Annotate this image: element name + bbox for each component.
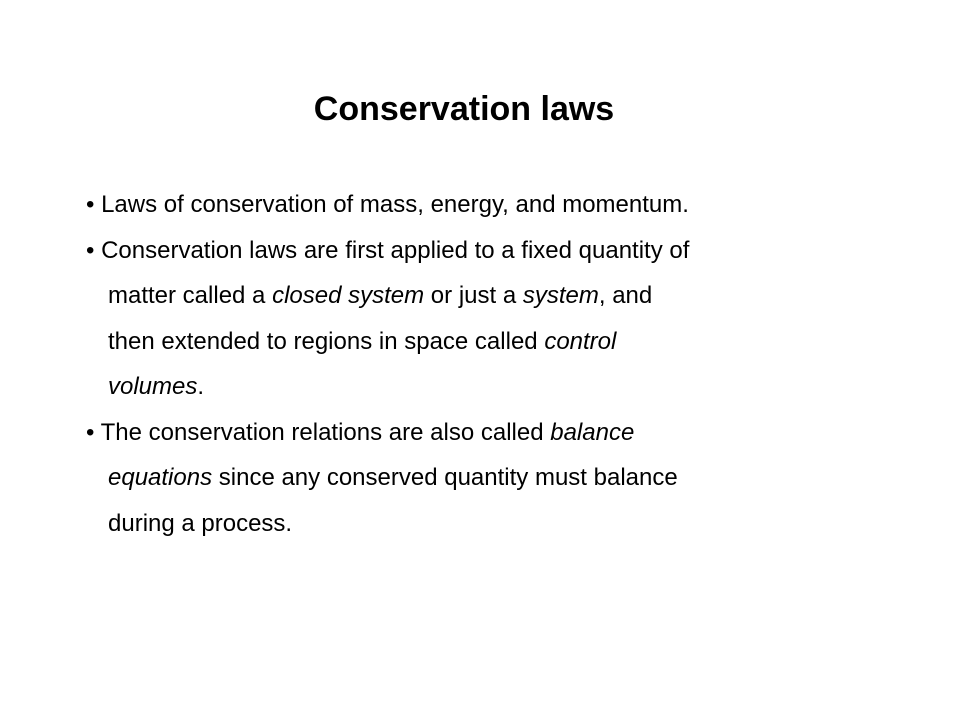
bullet-line — [86, 319, 886, 365]
text-run-italic: closed system — [272, 282, 425, 309]
text-run: . — [197, 373, 205, 400]
bullet-marker: • — [86, 236, 95, 264]
text-run: matter called a — [108, 282, 273, 309]
bullet-marker: • — [86, 191, 95, 218]
bullet-item — [86, 228, 886, 410]
text-run-italic: system — [522, 282, 599, 309]
bullet-line — [86, 182, 886, 228]
text-run: Laws of conservation of mass, energy, and momentum. — [101, 191, 689, 218]
bullet-line — [86, 273, 886, 319]
bullet-line — [86, 501, 886, 547]
text-run: Conservation laws are first applied to a fixed quantity of — [101, 236, 690, 264]
text-run-italic: equations — [108, 464, 213, 491]
text-run: then extended to regions in space called — [108, 327, 545, 355]
text-run: , and — [598, 282, 653, 309]
bullet-item — [86, 410, 886, 547]
slide-title: Conservation laws — [313, 90, 615, 128]
text-run: The conservation relations are also called — [100, 418, 551, 446]
bullet-line — [86, 364, 886, 410]
bullet-marker: • — [86, 418, 95, 446]
text-run: or just a — [424, 282, 523, 309]
bullet-line — [86, 410, 886, 456]
text-run-italic: volumes — [108, 373, 198, 400]
text-run: during a process. — [108, 509, 293, 537]
text-run-italic: control — [544, 327, 617, 355]
bullet-item — [86, 182, 886, 228]
text-run-italic: balance — [550, 418, 635, 446]
bullet-line — [86, 228, 886, 274]
bullet-list — [86, 182, 886, 546]
text-run: since any conserved quantity must balance — [212, 464, 678, 491]
bullet-line — [86, 455, 886, 501]
